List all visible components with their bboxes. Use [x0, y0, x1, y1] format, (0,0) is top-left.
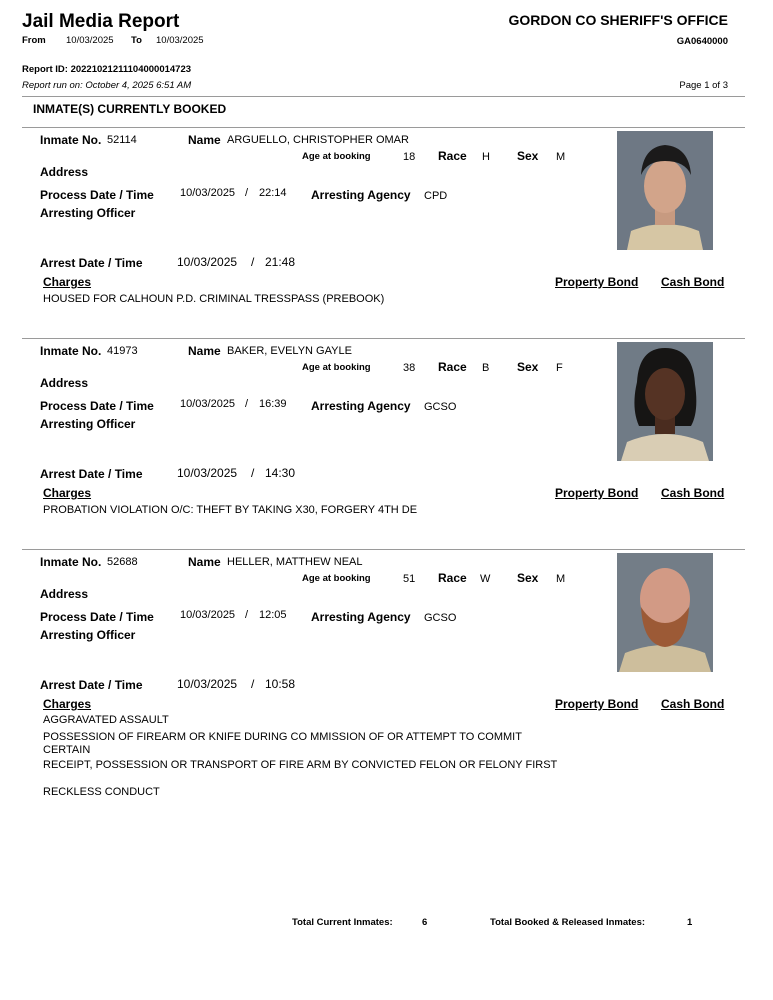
- process-date: 10/03/2025: [180, 398, 236, 410]
- property-bond-label: Property Bond: [555, 275, 639, 289]
- charges-label: Charges: [43, 697, 92, 711]
- arrest-date: 10/03/2025: [177, 466, 238, 480]
- mugshot-photo: [617, 553, 713, 672]
- report-id-label: Report ID:: [22, 64, 68, 75]
- report-id-value: 20221021211104000014723: [70, 64, 192, 75]
- charge-item: RECEIPT, POSSESSION OR TRANSPORT OF FIRE ARM BY CONVICTED FELON OR FELONY FIRST: [43, 759, 558, 771]
- race-label: Race: [438, 360, 467, 374]
- page-indicator: Page 1 of 3: [679, 80, 728, 91]
- agency-label: Arresting Agency: [311, 188, 411, 202]
- slash: /: [245, 609, 249, 621]
- charge-item: POSSESSION OF FIREARM OR KNIFE DURING CO MMISSION OF OR ATTEMPT TO COMMIT CERTAIN: [43, 731, 522, 756]
- process-time: 22:14: [259, 187, 287, 199]
- address-label: Address: [40, 165, 89, 179]
- agency-label: Arresting Agency: [311, 399, 411, 413]
- arrest-time: 21:48: [265, 255, 296, 269]
- address-label: Address: [40, 587, 89, 601]
- inmate-no: 41973: [107, 345, 138, 357]
- slash: /: [251, 466, 255, 480]
- sex-value: M: [556, 151, 566, 163]
- slash: /: [251, 255, 255, 269]
- agency-value: CPD: [424, 190, 448, 202]
- process-dt-label: Process Date / Time: [40, 399, 154, 413]
- inmate-no-label: Inmate No.: [40, 133, 102, 147]
- charges-label: Charges: [43, 486, 92, 500]
- process-time: 16:39: [259, 398, 287, 410]
- race-label: Race: [438, 571, 467, 585]
- age-value: 51: [403, 573, 416, 585]
- ori-code: GA0640000: [676, 36, 728, 47]
- process-date: 10/03/2025: [180, 609, 236, 621]
- age-label: Age at booking: [302, 151, 371, 162]
- total-booked-released-value: 1: [687, 917, 693, 928]
- race-value: W: [480, 573, 491, 585]
- property-bond-label: Property Bond: [555, 697, 639, 711]
- from-date: 10/03/2025: [66, 35, 114, 46]
- arrest-date: 10/03/2025: [177, 255, 238, 269]
- arresting-officer-label: Arresting Officer: [40, 628, 136, 642]
- total-current-label: Total Current Inmates:: [292, 917, 393, 928]
- slash: /: [245, 398, 249, 410]
- age-label: Age at booking: [302, 573, 371, 584]
- cash-bond-label: Cash Bond: [661, 275, 725, 289]
- charge-item: RECKLESS CONDUCT: [43, 786, 160, 798]
- section-title: INMATE(S) CURRENTLY BOOKED: [33, 102, 227, 116]
- arresting-officer-label: Arresting Officer: [40, 417, 136, 431]
- inmate-name: ARGUELLO, CHRISTOPHER OMAR: [227, 134, 409, 146]
- age-value: 38: [403, 362, 416, 374]
- charge-item: AGGRAVATED ASSAULT: [43, 714, 169, 726]
- sex-value: F: [556, 362, 563, 374]
- divider: [22, 549, 745, 550]
- agency-label: Arresting Agency: [311, 610, 411, 624]
- divider: [22, 96, 745, 97]
- slash: /: [251, 677, 255, 691]
- property-bond-label: Property Bond: [555, 486, 639, 500]
- process-dt-label: Process Date / Time: [40, 188, 154, 202]
- charges-label: Charges: [43, 275, 92, 289]
- name-label: Name: [188, 133, 221, 147]
- charge-item: PROBATION VIOLATION O/C: THEFT BY TAKING X30, FORGERY 4TH DE: [43, 504, 418, 516]
- office-name: GORDON CO SHERIFF'S OFFICE: [508, 12, 728, 28]
- from-label: From: [22, 35, 46, 46]
- to-label: To: [131, 35, 142, 46]
- race-value: H: [482, 151, 490, 163]
- arrest-dt-label: Arrest Date / Time: [40, 678, 143, 692]
- inmate-no-label: Inmate No.: [40, 344, 102, 358]
- sex-label: Sex: [517, 571, 539, 585]
- sex-label: Sex: [517, 360, 539, 374]
- report-run-on: Report run on: October 4, 2025 6:51 AM: [22, 80, 192, 91]
- mugshot-photo: [617, 131, 713, 250]
- arrest-dt-label: Arrest Date / Time: [40, 256, 143, 270]
- arrest-dt-label: Arrest Date / Time: [40, 467, 143, 481]
- agency-value: GCSO: [424, 612, 457, 624]
- inmate-name: HELLER, MATTHEW NEAL: [227, 556, 363, 568]
- inmate-no: 52114: [107, 134, 137, 146]
- process-time: 12:05: [259, 609, 287, 621]
- total-current-value: 6: [422, 917, 428, 928]
- race-label: Race: [438, 149, 467, 163]
- divider: [22, 338, 745, 339]
- cash-bond-label: Cash Bond: [661, 697, 725, 711]
- divider: [22, 127, 745, 128]
- report-title: Jail Media Report: [22, 11, 180, 32]
- age-value: 18: [403, 151, 416, 163]
- to-date: 10/03/2025: [156, 35, 204, 46]
- address-label: Address: [40, 376, 89, 390]
- cash-bond-label: Cash Bond: [661, 486, 725, 500]
- name-label: Name: [188, 555, 221, 569]
- arresting-officer-label: Arresting Officer: [40, 206, 136, 220]
- inmate-no: 52688: [107, 556, 138, 568]
- total-booked-released-label: Total Booked & Released Inmates:: [490, 917, 646, 928]
- report-id: [22, 64, 191, 75]
- sex-value: M: [556, 573, 566, 585]
- process-dt-label: Process Date / Time: [40, 610, 154, 624]
- sex-label: Sex: [517, 149, 539, 163]
- arrest-date: 10/03/2025: [177, 677, 238, 691]
- race-value: B: [482, 362, 490, 374]
- process-date: 10/03/2025: [180, 187, 236, 199]
- arrest-time: 14:30: [265, 466, 296, 480]
- mugshot-photo: [617, 342, 713, 461]
- age-label: Age at booking: [302, 362, 371, 373]
- inmate-name: BAKER, EVELYN GAYLE: [227, 345, 352, 357]
- charge-item: HOUSED FOR CALHOUN P.D. CRIMINAL TRESSPASS (PREBOOK): [43, 293, 385, 305]
- inmate-no-label: Inmate No.: [40, 555, 102, 569]
- agency-value: GCSO: [424, 401, 457, 413]
- slash: /: [245, 187, 249, 199]
- arrest-time: 10:58: [265, 677, 296, 691]
- name-label: Name: [188, 344, 221, 358]
